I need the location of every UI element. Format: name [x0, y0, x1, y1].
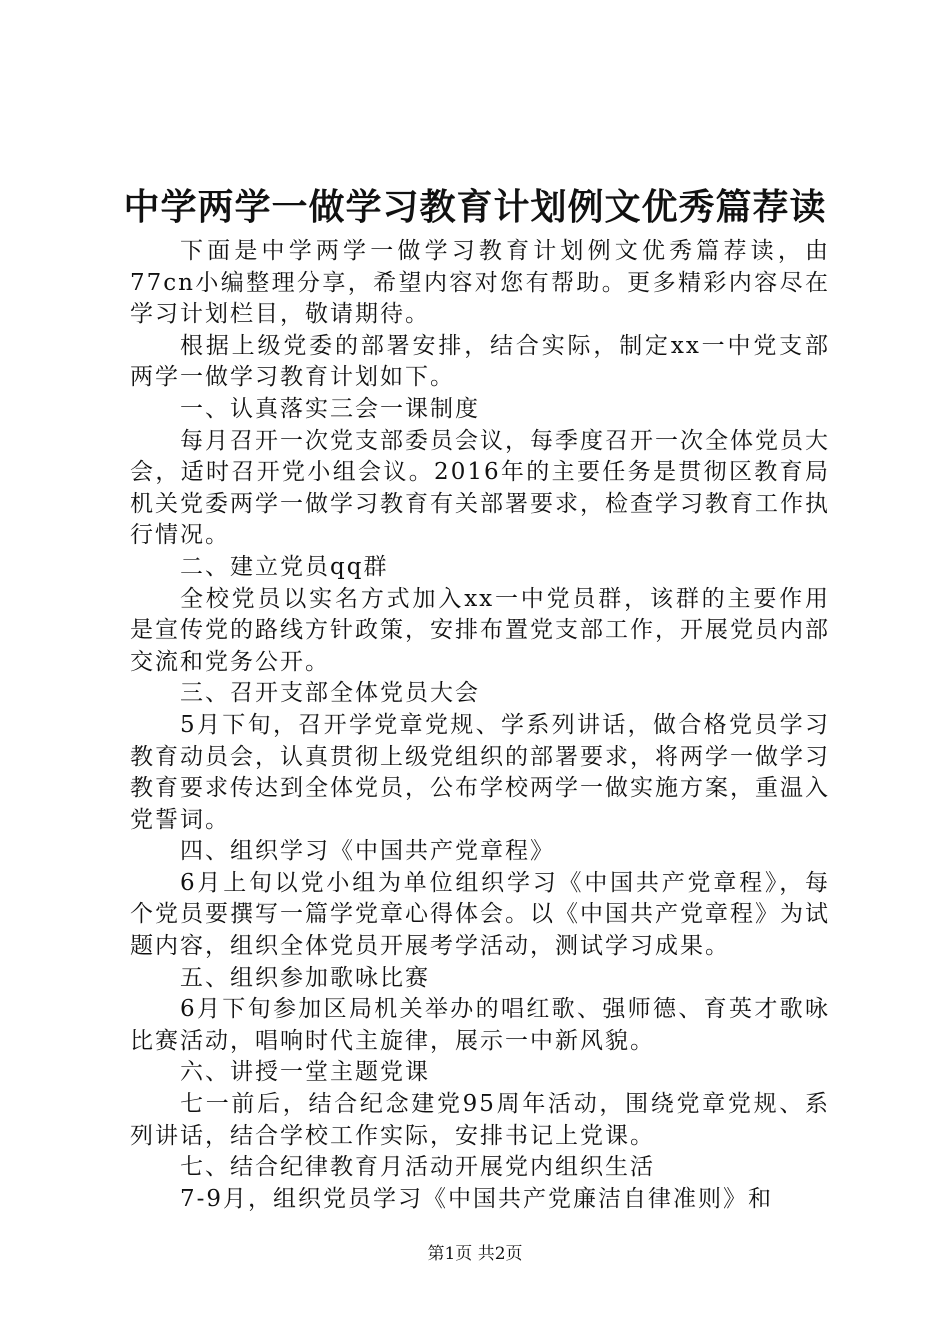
section-heading: 六、讲授一堂主题党课	[180, 1059, 430, 1086]
section-heading: 三、召开支部全体党员大会	[180, 680, 480, 707]
paragraph: 5月下旬，召开学党章党规、学系列讲话，做合格党员学习教育动员会，认真贯彻上级党组织的部署要求，将两学一做学习教育要求传达到全体党员，公布学校两学一做实施方案，重温入党誓词。	[130, 711, 830, 833]
section-heading: 一、认真落实三会一课制度	[180, 395, 480, 422]
paragraph: 7-9月，组织党员学习《中国共产党廉洁自律准则》和	[180, 1185, 774, 1212]
paragraph: 6月下旬参加区局机关举办的唱红歌、强师德、育英才歌咏比赛活动，唱响时代主旋律，展示一中新风貌。	[130, 996, 830, 1054]
paragraph: 下面是中学两学一做学习教育计划例文优秀篇荐读，由77cn小编整理分享，希望内容对您有帮助。更多精彩内容尽在学习计划栏目，敬请期待。	[130, 238, 830, 328]
page-number-footer: 第1页 共2页	[427, 1244, 523, 1264]
section-heading: 二、建立党员qq群	[180, 553, 389, 580]
paragraph: 根据上级党委的部署安排，结合实际，制定xx一中党支部两学一做学习教育计划如下。	[130, 332, 830, 391]
section-heading: 七、结合纪律教育月活动开展党内组织生活	[180, 1154, 655, 1181]
paragraph: 全校党员以实名方式加入xx一中党员群，该群的主要作用是宣传党的路线方针政策，安排布置党支部工作，开展党员内部交流和党务公开。	[130, 585, 830, 675]
section-heading: 四、组织学习《中国共产党章程》	[180, 838, 555, 865]
document-body	[130, 236, 830, 1215]
section-heading: 五、组织参加歌咏比赛	[180, 964, 430, 991]
document-title: 中学两学一做学习教育计划例文优秀篇荐读	[123, 187, 827, 228]
paragraph: 每月召开一次党支部委员会议，每季度召开一次全体党员大会，适时召开党小组会议。2016年的主要任务是贯彻区教育局机关党委两学一做学习教育有关部署要求，检查学习教育工作执行情况。	[130, 427, 830, 549]
paragraph: 七一前后，结合纪念建党95周年活动，围绕党章党规、系列讲话，结合学校工作实际，安排书记上党课。	[130, 1091, 830, 1149]
paragraph: 6月上旬以党小组为单位组织学习《中国共产党章程》，每个党员要撰写一篇学党章心得体会。以《中国共产党章程》为试题内容，组织全体党员开展考学活动，测试学习成果。	[130, 869, 830, 960]
